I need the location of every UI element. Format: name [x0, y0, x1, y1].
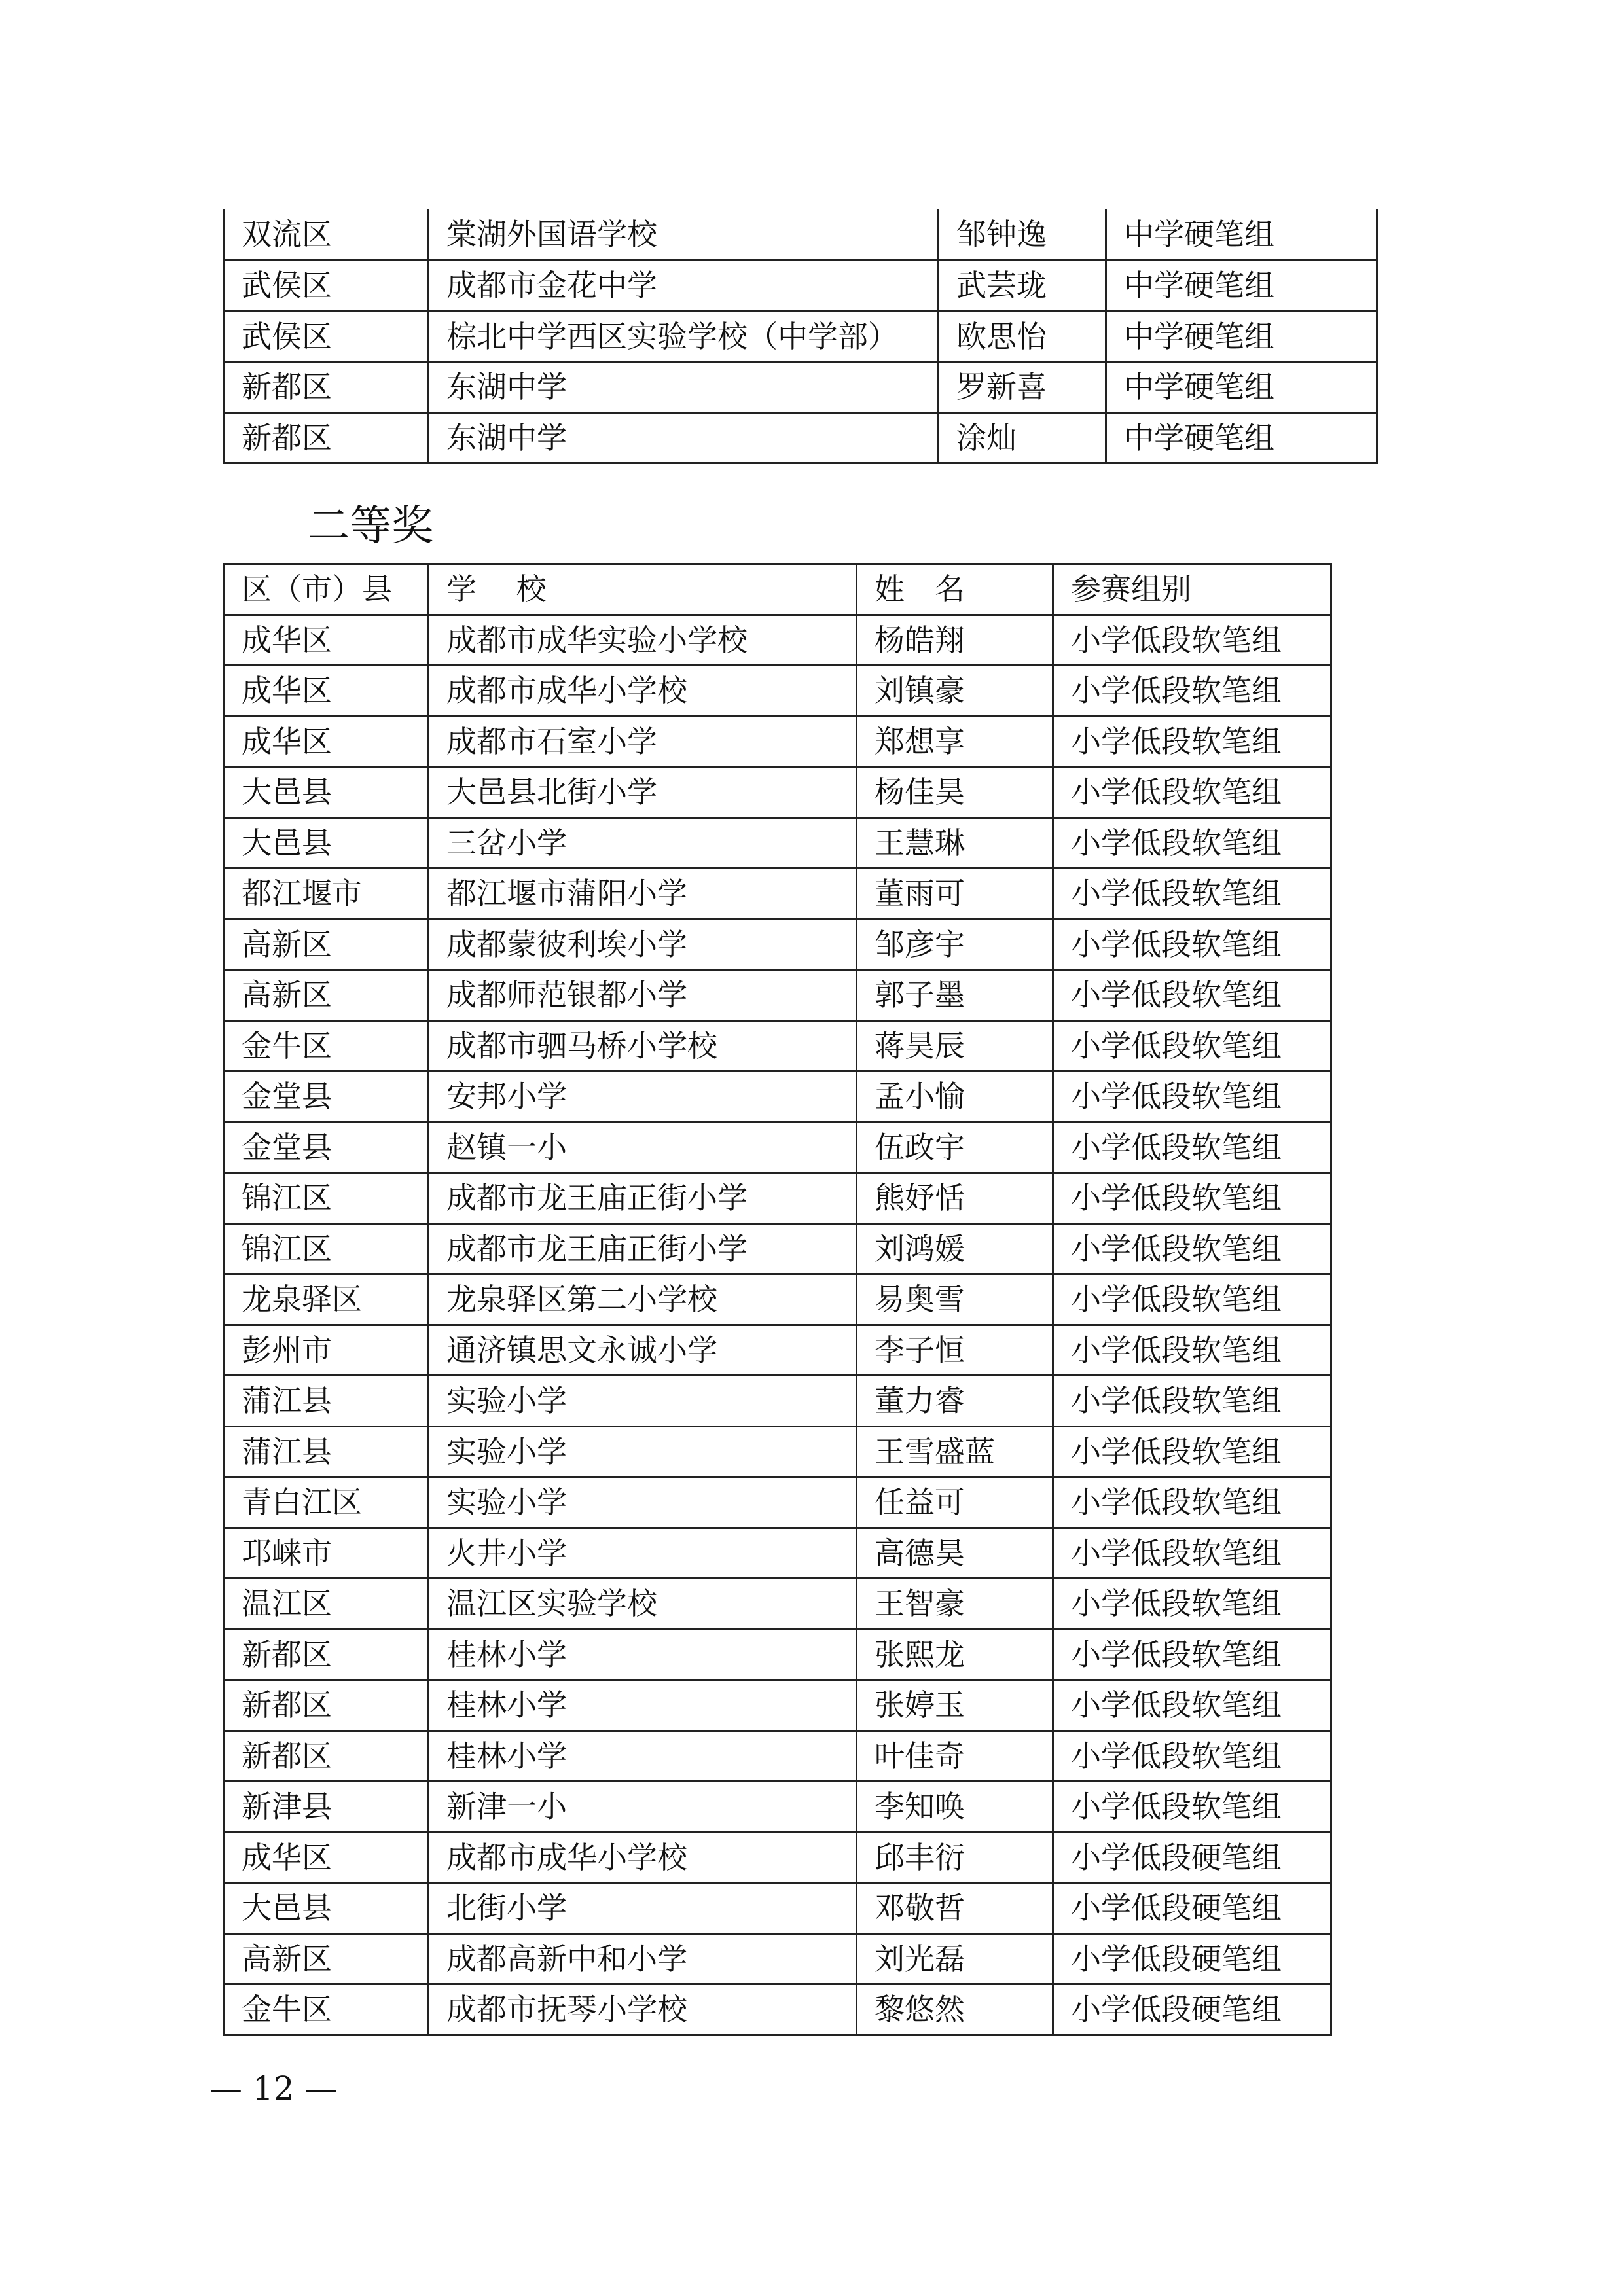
district-cell: 武侯区 [224, 311, 429, 362]
student-name-cell: 熊妤恬 [857, 1173, 1053, 1224]
student-name-cell: 杨佳昊 [857, 767, 1053, 818]
table-row [224, 919, 1331, 970]
student-name-cell: 王智豪 [857, 1579, 1053, 1630]
table-row [224, 1731, 1331, 1782]
school-cell: 棠湖外国语学校 [429, 209, 939, 260]
district-cell: 成华区 [224, 615, 429, 666]
student-name-cell: 刘鸿媛 [857, 1223, 1053, 1274]
student-name-cell: 杨皓翔 [857, 615, 1053, 666]
header-district: 区（市）县 [224, 564, 429, 615]
table-row [224, 1376, 1331, 1427]
district-cell: 龙泉驿区 [224, 1274, 429, 1325]
district-cell: 金牛区 [224, 1020, 429, 1071]
school-cell: 成都市成华小学校 [429, 666, 857, 717]
table-row [224, 412, 1377, 463]
table-row [224, 260, 1377, 312]
district-cell: 新都区 [224, 1629, 429, 1680]
group-cell: 小学低段软笔组 [1053, 1173, 1331, 1224]
district-cell: 成华区 [224, 716, 429, 767]
school-cell: 东湖中学 [429, 412, 939, 463]
school-cell: 安邦小学 [429, 1071, 857, 1122]
group-cell: 小学低段软笔组 [1053, 1629, 1331, 1680]
group-cell: 小学低段软笔组 [1053, 615, 1331, 666]
second-prize-table [223, 563, 1332, 2036]
student-name-cell: 叶佳奇 [857, 1731, 1053, 1782]
student-name-cell: 蒋昊辰 [857, 1020, 1053, 1071]
school-cell: 大邑县北街小学 [429, 767, 857, 818]
group-cell: 小学低段软笔组 [1053, 1477, 1331, 1528]
table-row [224, 1325, 1331, 1376]
table-row [224, 869, 1331, 920]
table-row [224, 1832, 1331, 1883]
group-cell: 小学低段软笔组 [1053, 767, 1331, 818]
table-header-row [224, 564, 1331, 615]
school-cell: 龙泉驿区第二小学校 [429, 1274, 857, 1325]
school-cell: 棕北中学西区实验学校（中学部） [429, 311, 939, 362]
student-name-cell: 郑想享 [857, 716, 1053, 767]
second-prize-heading: 二等奖 [308, 502, 433, 550]
group-cell: 小学低段软笔组 [1053, 716, 1331, 767]
table-row [224, 1528, 1331, 1579]
student-name-cell: 任益可 [857, 1477, 1053, 1528]
group-cell: 小学低段软笔组 [1053, 1020, 1331, 1071]
district-cell: 新津县 [224, 1782, 429, 1833]
student-name-cell: 伍政宇 [857, 1122, 1053, 1173]
table-row [224, 767, 1331, 818]
group-cell: 中学硬笔组 [1106, 311, 1377, 362]
school-cell: 赵镇一小 [429, 1122, 857, 1173]
student-name-cell: 王雪盛蓝 [857, 1426, 1053, 1477]
school-cell: 新津一小 [429, 1782, 857, 1833]
table-row [224, 615, 1331, 666]
table-row [224, 1223, 1331, 1274]
student-name-cell: 易奥雪 [857, 1274, 1053, 1325]
table-row [224, 1984, 1331, 2036]
table-row [224, 1173, 1331, 1224]
school-cell: 三岔小学 [429, 817, 857, 869]
group-cell: 小学低段软笔组 [1053, 970, 1331, 1021]
group-cell: 中学硬笔组 [1106, 260, 1377, 312]
district-cell: 新都区 [224, 1680, 429, 1731]
table-row [224, 362, 1377, 413]
district-cell: 高新区 [224, 970, 429, 1021]
school-cell: 桂林小学 [429, 1629, 857, 1680]
group-cell: 中学硬笔组 [1106, 209, 1377, 260]
student-name-cell: 邹钟逸 [939, 209, 1106, 260]
group-cell: 小学低段软笔组 [1053, 1680, 1331, 1731]
district-cell: 大邑县 [224, 767, 429, 818]
student-name-cell: 董雨可 [857, 869, 1053, 920]
district-cell: 高新区 [224, 919, 429, 970]
table-row [224, 1071, 1331, 1122]
header-group: 参赛组别 [1053, 564, 1331, 615]
student-name-cell: 涂灿 [939, 412, 1106, 463]
district-cell: 成华区 [224, 1832, 429, 1883]
district-cell: 双流区 [224, 209, 429, 260]
school-cell: 桂林小学 [429, 1680, 857, 1731]
group-cell: 小学低段硬笔组 [1053, 1883, 1331, 1934]
group-cell: 中学硬笔组 [1106, 362, 1377, 413]
school-cell: 成都市龙王庙正街小学 [429, 1173, 857, 1224]
school-cell: 北街小学 [429, 1883, 857, 1934]
student-name-cell: 王慧琳 [857, 817, 1053, 869]
district-cell: 金堂县 [224, 1071, 429, 1122]
table-row [224, 311, 1377, 362]
school-cell: 成都市成华实验小学校 [429, 615, 857, 666]
group-cell: 小学低段软笔组 [1053, 1579, 1331, 1630]
student-name-cell: 高德昊 [857, 1528, 1053, 1579]
table-row [224, 817, 1331, 869]
district-cell: 大邑县 [224, 1883, 429, 1934]
school-cell: 成都市金花中学 [429, 260, 939, 312]
school-cell: 实验小学 [429, 1477, 857, 1528]
district-cell: 金牛区 [224, 1984, 429, 2036]
district-cell: 蒲江县 [224, 1426, 429, 1477]
table-row [224, 209, 1377, 260]
district-cell: 新都区 [224, 362, 429, 413]
student-name-cell: 黎悠然 [857, 1984, 1053, 2036]
student-name-cell: 欧思怡 [939, 311, 1106, 362]
district-cell: 武侯区 [224, 260, 429, 312]
award-table-continued [223, 209, 1378, 464]
school-cell: 都江堰市蒲阳小学 [429, 869, 857, 920]
header-school: 学 校 [429, 564, 857, 615]
district-cell: 彭州市 [224, 1325, 429, 1376]
student-name-cell: 郭子墨 [857, 970, 1053, 1021]
school-cell: 温江区实验学校 [429, 1579, 857, 1630]
school-cell: 实验小学 [429, 1376, 857, 1427]
table-row [224, 666, 1331, 717]
school-cell: 成都高新中和小学 [429, 1933, 857, 1984]
student-name-cell: 孟小愉 [857, 1071, 1053, 1122]
group-cell: 小学低段软笔组 [1053, 1223, 1331, 1274]
group-cell: 小学低段软笔组 [1053, 1122, 1331, 1173]
group-cell: 小学低段软笔组 [1053, 1071, 1331, 1122]
group-cell: 中学硬笔组 [1106, 412, 1377, 463]
table-row [224, 1426, 1331, 1477]
school-cell: 成都师范银都小学 [429, 970, 857, 1021]
group-cell: 小学低段软笔组 [1053, 1782, 1331, 1833]
district-cell: 温江区 [224, 1579, 429, 1630]
table-row [224, 1782, 1331, 1833]
group-cell: 小学低段软笔组 [1053, 666, 1331, 717]
group-cell: 小学低段软笔组 [1053, 1376, 1331, 1427]
table-row [224, 1477, 1331, 1528]
district-cell: 锦江区 [224, 1173, 429, 1224]
school-cell: 成都市驷马桥小学校 [429, 1020, 857, 1071]
group-cell: 小学低段软笔组 [1053, 1274, 1331, 1325]
table-row [224, 1629, 1331, 1680]
school-cell: 实验小学 [429, 1426, 857, 1477]
student-name-cell: 刘镇豪 [857, 666, 1053, 717]
student-name-cell: 李知唤 [857, 1782, 1053, 1833]
district-cell: 邛崃市 [224, 1528, 429, 1579]
table-row [224, 1883, 1331, 1934]
group-cell: 小学低段硬笔组 [1053, 1984, 1331, 2036]
district-cell: 锦江区 [224, 1223, 429, 1274]
school-cell: 成都市石室小学 [429, 716, 857, 767]
page-number: — 12 — [209, 2070, 338, 2108]
student-name-cell: 张熙龙 [857, 1629, 1053, 1680]
school-cell: 成都市龙王庙正街小学 [429, 1223, 857, 1274]
school-cell: 成都市抚琴小学校 [429, 1984, 857, 2036]
district-cell: 蒲江县 [224, 1376, 429, 1427]
district-cell: 新都区 [224, 412, 429, 463]
school-cell: 通济镇思文永诚小学 [429, 1325, 857, 1376]
table-row [224, 1020, 1331, 1071]
district-cell: 高新区 [224, 1933, 429, 1984]
group-cell: 小学低段硬笔组 [1053, 1832, 1331, 1883]
district-cell: 成华区 [224, 666, 429, 717]
district-cell: 新都区 [224, 1731, 429, 1782]
group-cell: 小学低段软笔组 [1053, 1325, 1331, 1376]
table-row [224, 970, 1331, 1021]
school-cell: 成都市成华小学校 [429, 1832, 857, 1883]
group-cell: 小学低段软笔组 [1053, 919, 1331, 970]
district-cell: 金堂县 [224, 1122, 429, 1173]
group-cell: 小学低段软笔组 [1053, 1528, 1331, 1579]
student-name-cell: 邹彦宇 [857, 919, 1053, 970]
school-cell: 桂林小学 [429, 1731, 857, 1782]
student-name-cell: 武芸珑 [939, 260, 1106, 312]
student-name-cell: 张婷玉 [857, 1680, 1053, 1731]
school-cell: 火井小学 [429, 1528, 857, 1579]
header-name: 姓 名 [857, 564, 1053, 615]
student-name-cell: 邱丰衍 [857, 1832, 1053, 1883]
student-name-cell: 董力睿 [857, 1376, 1053, 1427]
school-cell: 东湖中学 [429, 362, 939, 413]
table-row [224, 1680, 1331, 1731]
student-name-cell: 刘光磊 [857, 1933, 1053, 1984]
student-name-cell: 李子恒 [857, 1325, 1053, 1376]
table-row [224, 1933, 1331, 1984]
student-name-cell: 罗新喜 [939, 362, 1106, 413]
table-row [224, 1579, 1331, 1630]
table-row [224, 1274, 1331, 1325]
district-cell: 都江堰市 [224, 869, 429, 920]
district-cell: 青白江区 [224, 1477, 429, 1528]
table-row [224, 716, 1331, 767]
group-cell: 小学低段软笔组 [1053, 869, 1331, 920]
group-cell: 小学低段软笔组 [1053, 1731, 1331, 1782]
group-cell: 小学低段软笔组 [1053, 817, 1331, 869]
group-cell: 小学低段软笔组 [1053, 1426, 1331, 1477]
district-cell: 大邑县 [224, 817, 429, 869]
school-cell: 成都蒙彼利埃小学 [429, 919, 857, 970]
group-cell: 小学低段硬笔组 [1053, 1933, 1331, 1984]
student-name-cell: 邓敬哲 [857, 1883, 1053, 1934]
table-row [224, 1122, 1331, 1173]
